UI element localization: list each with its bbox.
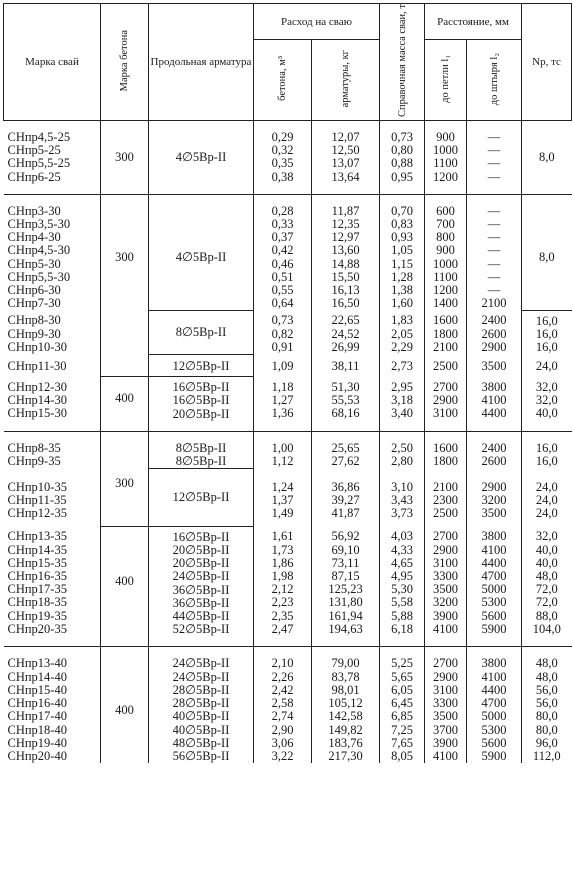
pin-distance-cell: 2400 2600 2900 bbox=[467, 310, 522, 354]
table-row: СНпр18-35 bbox=[7, 595, 67, 610]
table-row: СНпр9-30 bbox=[7, 326, 61, 341]
pin-distance-cell: — — — — — — — 2100 bbox=[467, 205, 522, 311]
rebar-cell: 8∅5Вр-II bbox=[149, 310, 254, 354]
rebar-cell: 24∅5Вр-II 24∅5Вр-II 28∅5Вр-II 28∅5Вр-II 40∅5Вр-II 40∅5Вр-II 48∅5Вр-II 56∅5Вр-II bbox=[149, 657, 254, 763]
concrete-volume-cell: 0,73 0,82 0,91 bbox=[254, 310, 312, 354]
concrete-volume-cell: 1,00 1,12 bbox=[254, 442, 312, 469]
concrete-volume-cell: 0,29 0,32 0,35 0,38 bbox=[254, 131, 312, 184]
np-cell: 32,0 40,0 40,0 48,0 72,0 72,0 88,0 104,0 bbox=[532, 529, 561, 636]
table-row: СНпр3-30 bbox=[7, 203, 61, 218]
table-row: СНпр20-40 bbox=[7, 748, 67, 763]
pile-mass-cell: 2,73 bbox=[380, 355, 425, 377]
mark-cell bbox=[4, 442, 101, 469]
pile-mass-cell: 2,95 3,18 3,40 bbox=[380, 377, 425, 421]
pin-distance-cell: 3500 bbox=[467, 355, 522, 377]
rebar-mass-cell: 51,30 55,53 68,16 bbox=[312, 377, 380, 421]
header-to-loop: до петли l₁ bbox=[425, 40, 467, 121]
np-cell: 32,0 32,0 40,0 bbox=[535, 379, 558, 421]
table-row: СНпр14-35 bbox=[7, 542, 67, 557]
header-mass: Справочная масса сваи, т bbox=[380, 4, 425, 121]
rebar-cell: 16∅5Вр-II 20∅5Вр-II 20∅5Вр-II 24∅5Вр-II 36∅5Вр-II 36∅5Вр-II 44∅5Вр-II 52∅5Вр-II bbox=[149, 526, 254, 636]
table-header bbox=[4, 4, 572, 121]
rebar-mass-cell: 38,11 bbox=[312, 355, 380, 377]
rebar-mass-cell: 56,92 69,10 73,11 87,15 125,23 131,80 161,94 194,63 bbox=[312, 526, 380, 636]
table-row: СНпр15-40 bbox=[7, 682, 67, 697]
header-rebar: Продольная арматура bbox=[149, 4, 254, 121]
header-to-pin: до штыря l₂ bbox=[467, 40, 522, 121]
table-row: СНпр5,5-30 bbox=[7, 269, 71, 284]
rebar-cell: 4∅5Вр-II bbox=[149, 131, 254, 184]
rebar-cell: 12∅5Вр-II bbox=[149, 355, 254, 377]
table-row: СНпр14-30 bbox=[7, 392, 67, 407]
table-row: СНпр12-30 bbox=[7, 379, 67, 394]
rebar-mass-cell: 12,07 12,50 13,07 13,64 bbox=[312, 131, 380, 184]
table-row: СНпр15-30 bbox=[7, 406, 67, 421]
loop-distance-cell: 600 700 800 900 1000 1100 1200 1400 bbox=[425, 205, 467, 311]
pile-mass-cell: 5,25 5,65 6,05 6,45 6,85 7,25 7,65 8,05 bbox=[380, 657, 425, 763]
table-row: СНпр8-30 bbox=[7, 313, 61, 328]
pin-distance-cell: 2900 3200 3500 bbox=[467, 469, 522, 527]
group-25 bbox=[4, 120, 572, 194]
np-cell: 24,0 24,0 24,0 bbox=[535, 479, 558, 521]
loop-distance-cell: 2100 2300 2500 bbox=[425, 469, 467, 527]
np-cell: 16,0 16,0 16,0 bbox=[522, 310, 572, 354]
np-cell: 8,0 bbox=[538, 249, 555, 264]
table-row: СНпр13-35 bbox=[7, 529, 67, 544]
rebar-mass-cell: 36,86 39,27 41,87 bbox=[312, 469, 380, 527]
table-row: СНпр5,5-25 bbox=[7, 156, 71, 171]
table-row: СНпр5-25 bbox=[7, 143, 61, 158]
mark-cell bbox=[4, 469, 101, 527]
loop-distance-cell: 1600 1800 bbox=[425, 442, 467, 469]
table-row: СНпр20-35 bbox=[7, 621, 67, 636]
group-40 bbox=[4, 647, 572, 763]
table-row: СНпр16-35 bbox=[7, 568, 67, 583]
loop-distance-cell: 2700 2900 3100 3300 3500 3700 3900 4100 bbox=[425, 657, 467, 763]
table-row: СНпр11-35 bbox=[7, 492, 67, 507]
pile-mass-cell: 0,73 0,80 0,88 0,95 bbox=[380, 131, 425, 184]
concrete-volume-cell: 1,18 1,27 1,36 bbox=[254, 377, 312, 421]
table-row: СНпр19-40 bbox=[7, 735, 67, 750]
table-row: СНпр4,5-25 bbox=[7, 129, 71, 144]
table-row: СНпр17-40 bbox=[7, 709, 67, 724]
header-np: Nр, тс bbox=[522, 4, 572, 121]
table-row: СНпр6-25 bbox=[7, 169, 61, 184]
mark-cell bbox=[4, 526, 101, 636]
table-row: СНпр11-30 bbox=[4, 355, 101, 377]
concrete-volume-cell: 1,24 1,37 1,49 bbox=[254, 469, 312, 527]
table-row: СНпр5-30 bbox=[7, 256, 61, 271]
table-row: СНпр16-40 bbox=[7, 696, 67, 711]
table-row: СНпр8-35 bbox=[7, 440, 61, 455]
pile-mass-cell: 4,03 4,33 4,65 4,95 5,30 5,58 5,88 6,18 bbox=[380, 526, 425, 636]
header-concrete-m3: бетона, м³ bbox=[254, 40, 312, 121]
concrete-grade: 300 bbox=[101, 205, 149, 311]
table-row: СНпр13-40 bbox=[7, 656, 67, 671]
rebar-cell: 12∅5Вр-II bbox=[149, 469, 254, 527]
table-row: СНпр4,5-30 bbox=[7, 243, 71, 258]
mark-cell bbox=[4, 657, 101, 763]
table-row: СНпр4-30 bbox=[7, 230, 61, 245]
header-mark: Марка свай bbox=[4, 4, 101, 121]
piles-spec-table bbox=[3, 3, 572, 763]
concrete-volume-cell: 1,09 bbox=[254, 355, 312, 377]
group-35 bbox=[4, 431, 572, 647]
header-distance: Расстояние, мм bbox=[425, 4, 522, 40]
pile-mass-cell: 0,70 0,83 0,93 1,05 1,15 1,28 1,38 1,60 bbox=[380, 205, 425, 311]
table-row: СНпр19-35 bbox=[7, 608, 67, 623]
table-row: СНпр6-30 bbox=[7, 283, 61, 298]
pin-distance-cell: 3800 4100 4400 4700 5000 5300 5600 5900 bbox=[467, 526, 522, 636]
rebar-cell: 8∅5Вр-II 8∅5Вр-II bbox=[149, 442, 254, 469]
rebar-mass-cell: 79,00 83,78 98,01 105,12 142,58 149,82 183,76 217,30 bbox=[312, 657, 380, 763]
loop-distance-cell: 2700 2900 3100 bbox=[425, 377, 467, 421]
concrete-grade: 300 bbox=[101, 131, 149, 184]
mark-cell bbox=[4, 205, 101, 311]
mark-cell bbox=[4, 131, 101, 184]
table-row: СНпр14-40 bbox=[7, 669, 67, 684]
table-row: СНпр18-40 bbox=[7, 722, 67, 737]
np-cell: 48,0 48,0 56,0 56,0 80,0 80,0 96,0 112,0 bbox=[532, 656, 561, 763]
loop-distance-cell: 2700 2900 3100 3300 3500 3200 3900 4100 bbox=[425, 526, 467, 636]
loop-distance-cell: 900 1000 1100 1200 bbox=[425, 131, 467, 184]
rebar-mass-cell: 25,65 27,62 bbox=[312, 442, 380, 469]
table-row: СНпр12-35 bbox=[7, 506, 67, 521]
pin-distance-cell: 3800 4100 4400 4700 5000 5300 5600 5900 bbox=[467, 657, 522, 763]
pile-mass-cell: 2,50 2,80 bbox=[380, 442, 425, 469]
table-row: СНпр10-30 bbox=[7, 339, 67, 354]
group-30 bbox=[4, 194, 572, 431]
np-cell: 8,0 bbox=[538, 149, 555, 164]
rebar-mass-cell: 22,65 24,52 26,99 bbox=[312, 310, 380, 354]
rebar-mass-cell: 11,87 12,35 12,97 13,60 14,88 15,50 16,13 16,50 bbox=[312, 205, 380, 311]
mark-cell bbox=[4, 377, 101, 421]
pile-mass-cell: 1,83 2,05 2,29 bbox=[380, 310, 425, 354]
concrete-grade: 400 bbox=[101, 377, 149, 421]
concrete-volume-cell: 1,61 1,73 1,86 1,98 2,12 2,23 2,35 2,47 bbox=[254, 526, 312, 636]
table-row: СНпр10-35 bbox=[7, 479, 67, 494]
header-rebar-kg: арматуры, кг bbox=[312, 40, 380, 121]
concrete-grade: 300 bbox=[101, 442, 149, 527]
header-consumption: Расход на сваю bbox=[254, 4, 380, 40]
table-row: СНпр17-35 bbox=[7, 582, 67, 597]
table-row: СНпр3,5-30 bbox=[7, 217, 71, 231]
pin-distance-cell: 2400 2600 bbox=[467, 442, 522, 469]
table-row: СНпр15-35 bbox=[7, 555, 67, 570]
np-cell: 16,0 16,0 bbox=[535, 440, 558, 469]
table-row: СНпр7-30 bbox=[7, 296, 61, 311]
rebar-cell: 4∅5Вр-II bbox=[149, 205, 254, 311]
loop-distance-cell: 2500 bbox=[425, 355, 467, 377]
pin-distance-cell: 3800 4100 4400 bbox=[467, 377, 522, 421]
pile-mass-cell: 3,10 3,43 3,73 bbox=[380, 469, 425, 527]
pin-distance-cell: — — — — bbox=[467, 131, 522, 184]
mark-cell bbox=[4, 310, 101, 354]
concrete-volume-cell: 0,28 0,33 0,37 0,42 0,46 0,51 0,55 0,64 bbox=[254, 205, 312, 311]
rebar-cell: 16∅5Вр-II 16∅5Вр-II 20∅5Вр-II bbox=[149, 377, 254, 421]
concrete-grade: 400 bbox=[101, 657, 149, 763]
concrete-grade: 400 bbox=[101, 526, 149, 636]
header-concrete: Марка бетона bbox=[101, 4, 149, 121]
table-row: СНпр9-35 bbox=[7, 454, 61, 469]
loop-distance-cell: 1600 1800 2100 bbox=[425, 310, 467, 354]
np-cell: 24,0 bbox=[535, 358, 558, 373]
concrete-volume-cell: 2,10 2,26 2,42 2,58 2,74 2,90 3,06 3,22 bbox=[254, 657, 312, 763]
